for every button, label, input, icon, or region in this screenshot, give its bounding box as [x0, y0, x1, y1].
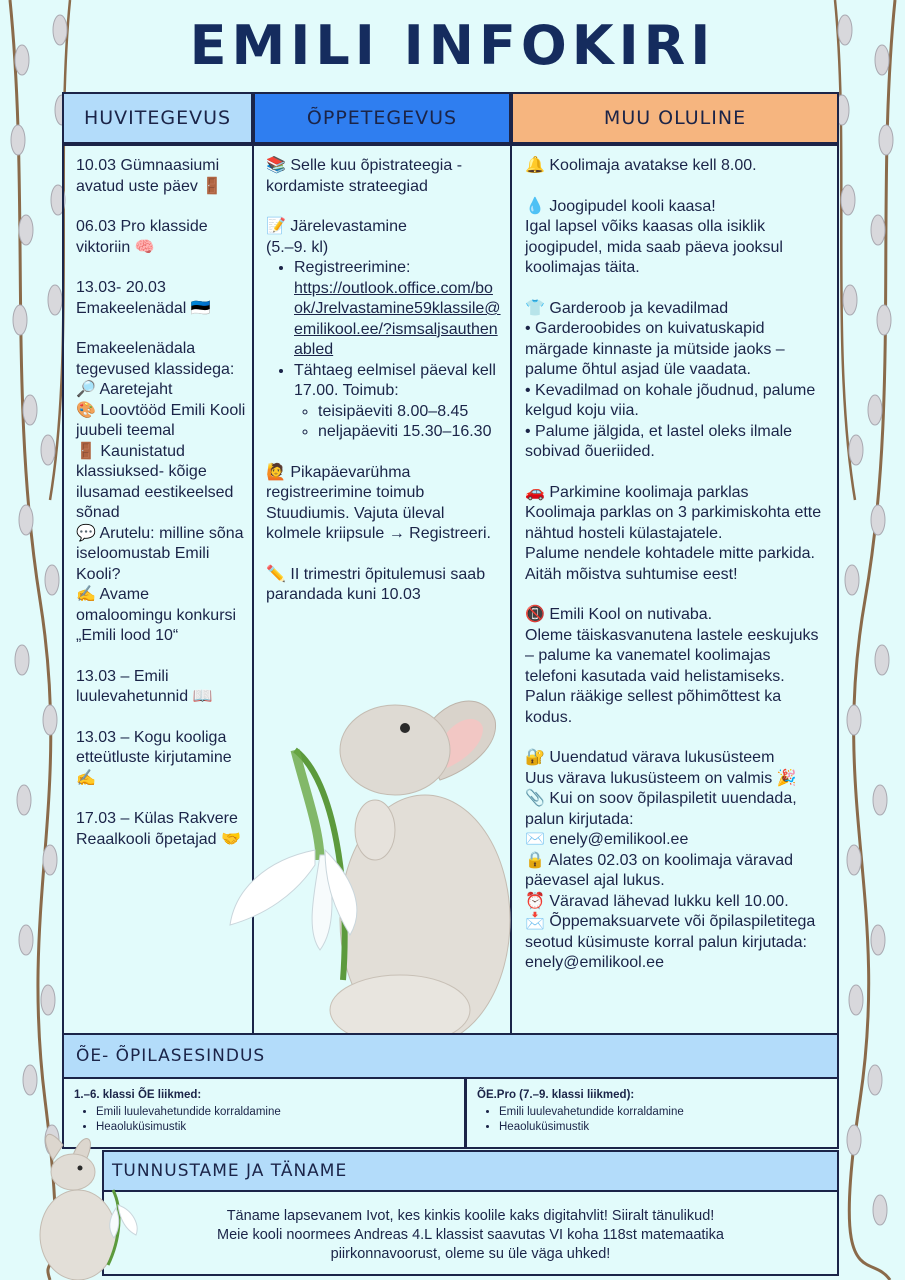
council-pro-title: ÕE.Pro (7.–9. klassi liikmed): [477, 1089, 635, 1101]
activity-item: 17.03 – Külas Rakvere Reaalkooli õpetajad 🤝 [76, 810, 241, 848]
student-council-header: ÕE- ÕPILASESINDUS [62, 1033, 839, 1079]
thanks-line: Täname lapsevanem Ivot, kes kinkis koolile kaks digitahvlit! Siiralt tänulikud! [226, 1208, 715, 1224]
trimester-text: ✏️ II trimestri õpitulemusi saab parandada kuni 10.03 [266, 565, 486, 603]
activity-item: 06.03 Pro klasside viktoriin 🧠 [76, 218, 208, 256]
other-item: 💧 Joogipudel kooli kaasa! Igal lapsel võiks kaasas olla isiklik joogipudel, mida saab päeva jooksul koolimajas täita. [525, 197, 783, 276]
other-item: 👕 Garderoob ja kevadilmad • Garderoobides on kuivatuskapid märgade kinnaste ja mütside jaoks – palume õhtul asjad üle vaadata. • Kevadilmad on kohale jõudnud, palume kelgud koju viia. • Palume jälgida, et lastel oleks ilmale sobivad õueriided. [525, 299, 816, 460]
header-activities: HUVITEGEVUS [62, 92, 253, 144]
deadline-text: Tähtaeg eelmisel päeval kell 17.00. Toimub: [294, 361, 496, 399]
registration-label: Registreerimine: [294, 259, 411, 276]
grid-right-border [837, 144, 839, 1033]
council-junior-item: • Heaoluküsimustik [96, 1120, 454, 1135]
activities-column [76, 156, 246, 870]
study-strategy: 📚 Selle kuu õpistrateegia - kordamiste strateegiad [266, 157, 463, 195]
other-item: 📵 Emili Kool on nutivaba. Oleme täiskasvanutena lastele eeskujuks – palume ka vanematel koolimajas telefoni kasutada vaid helistamiseks. Palun rääkige sellest põhimõttest ka kodus. [525, 606, 819, 726]
retake-title: 📝 Järelevastamine (5.–9. kl) [266, 218, 407, 256]
other-item: 🔐 Uuendatud värava lukusüsteem Uus värava lukusüsteem on valmis 🎉 📎 Kui on soov õpilaspiletit uuendada, palun kirjutada: ✉️ enely@emilikool.ee 🔒 Alates 02.03 on koolimaja väravad päevasel ajal lukus. ⏰ Väravad lähevad lukku kell 10.00. 📩 Õppemaksuarvete või õpilaspiletitega seotud küsimuste korral palun kirjutada: enely@emilikool.ee [525, 749, 816, 971]
council-junior-item: • Emili luulevahetundide korraldamine [96, 1105, 454, 1120]
bunny-with-snowdrop-icon [225, 690, 515, 1050]
grid-header-underline [62, 144, 839, 146]
other-item: 🚗 Parkimine koolimaja parklas Koolimaja parklas on 3 parkimiskohta ette nähtud hosteli külastajatele. Palume nendele kohtadele mitte parkida. Aitäh mõistva suhtumise eest! [525, 483, 822, 583]
activity-item: 13.03 – Kogu kooliga etteütluste kirjutamine ✍️ [76, 728, 232, 787]
council-junior-title: 1.–6. klassi ÕE liikmed: [74, 1089, 202, 1101]
time-slot: ◦ teisipäeviti 8.00–8.45 [318, 402, 501, 423]
time-slot: ◦ neljapäeviti 15.30–16.30 [318, 422, 501, 443]
header-study: ÕPPETEGEVUS [253, 92, 511, 144]
page-title: EMILI INFOKIRI [189, 14, 716, 77]
other-column [525, 156, 825, 994]
thanks-header: TUNNUSTAME JA TÄNAME [102, 1150, 839, 1192]
council-pro-item: • Emili luulevahetundide korraldamine [499, 1105, 827, 1120]
council-pro-item: • Heaoluküsimustik [499, 1120, 827, 1135]
header-other: MUU OLULINE [511, 92, 839, 144]
thanks-box [102, 1192, 839, 1276]
activity-item: 13.03 – Emili luulevahetunnid 📖 [76, 667, 213, 705]
deadline-item [294, 361, 501, 443]
activity-item: 13.03- 20.03 Emakeelenädal 🇪🇪 [76, 279, 211, 317]
study-column [266, 156, 501, 626]
thanks-line: Meie kooli noormees Andreas 4.L klassist saavutas VI koha 118st matemaatika piirkonnavoorust, oleme su üle väga uhked! [217, 1227, 724, 1262]
grid-left-border [62, 144, 64, 1033]
other-item: 🔔 Koolimaja avatakse kell 8.00. [525, 157, 757, 174]
activity-item: 10.03 Gümnaasiumi avatud uste päev 🚪 [76, 157, 223, 195]
registration-item [294, 258, 501, 361]
activity-item: Emakeelenädala tegevused klassidega: 🔎 Aaretejaht 🎨 Loovtööd Emili Kooli juubeli teemal 🚪 Kaunistatud klassiuksed- kõige ilusamad eestikeelsed sõnad 💬 Arutelu: milline sõna iseloomustab Emili Kooli? ✍️ Avame omaloomingu konkursi „Emili lood 10“ [76, 340, 246, 644]
afterschool-text: 🙋 Pikapäevarühma registreerimine toimub Stuudiumis. Vajuta üleval kolmele kriipsule → Registreeri. [266, 463, 491, 542]
council-pro-box [465, 1079, 839, 1149]
small-bunny-icon [28, 1130, 148, 1280]
registration-link[interactable]: https://outlook.office.com/book/Jrelvastamine59klassile@emilikool.ee/?ismsaljsauthenabled [294, 279, 501, 358]
